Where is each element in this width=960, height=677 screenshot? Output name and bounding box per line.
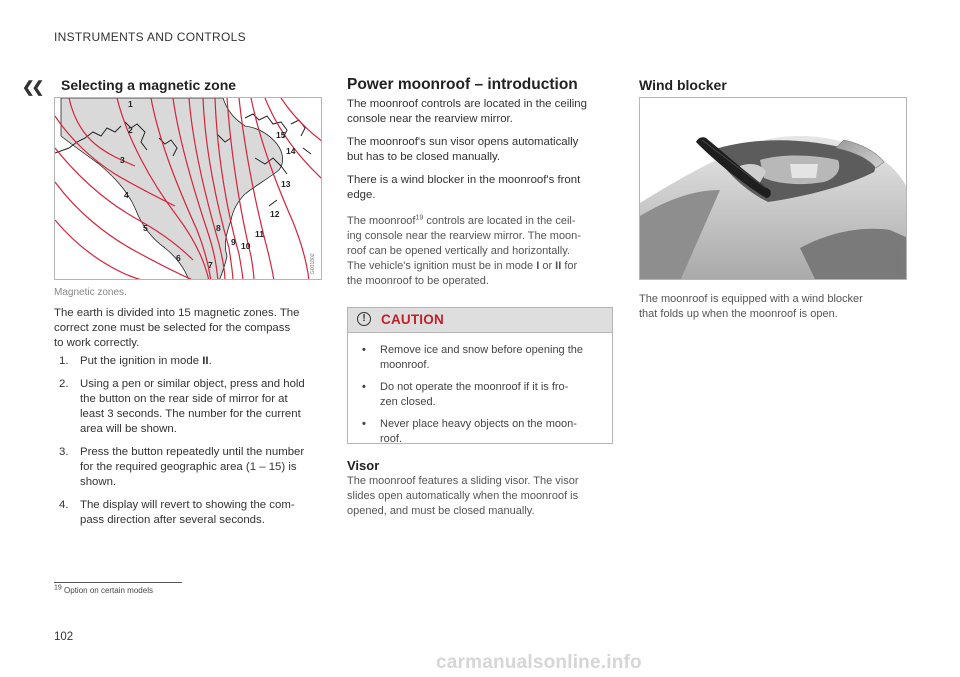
figure-caption: Magnetic zones. [54, 287, 127, 298]
zone-label: 10 [241, 241, 251, 251]
figure-code: G031802 [310, 253, 316, 274]
intro-paragraph: The earth is divided into 15 magnetic zones. The correct zone must be selected for the compass to work correctly. [54, 307, 300, 349]
magnetic-zones-map [54, 97, 322, 280]
wind-blocker-paragraph: The moonroof is equipped with a wind blocker that folds up when the moonroof is open. [639, 293, 863, 320]
zone-label: 1 [128, 99, 133, 109]
zone-label: 7 [208, 260, 213, 270]
footnote-divider [54, 582, 182, 583]
page-number: 102 [54, 631, 74, 643]
caution-item: • Never place heavy objects on the moon- roof. [362, 418, 577, 445]
moonroof-para-1: The moonroof controls are located in the ceiling console near the rearview mirror. [347, 98, 587, 125]
footnote-text: Option on certain models [64, 586, 153, 595]
zone-label: 4 [124, 190, 129, 200]
watermark: carmanualsonline.info [436, 652, 642, 673]
footnote [54, 586, 153, 595]
heading-moonroof-intro: Power moonroof – introduction [347, 76, 578, 93]
footnote-number: 19 [54, 584, 62, 592]
exclamation-circle-icon: ! [357, 312, 371, 326]
caution-box [347, 307, 613, 444]
double-chevron-left-icon[interactable]: ❮❮ [22, 79, 42, 96]
zone-label: 15 [276, 130, 286, 140]
heading-wind-blocker: Wind blocker [639, 77, 727, 93]
caution-item: • Do not operate the moonroof if it is fro- zen closed. [362, 381, 569, 408]
section-header: INSTRUMENTS AND CONTROLS [54, 30, 246, 44]
figure-code: G034073 [896, 253, 902, 274]
caution-title: CAUTION [381, 312, 444, 327]
zone-label: 12 [270, 209, 280, 219]
visor-paragraph: The moonroof features a sliding visor. The visor slides open automatically when the moonroof is opened, and must be closed manually. [347, 475, 579, 517]
zone-label: 9 [231, 237, 236, 247]
zone-label: 11 [255, 229, 264, 239]
zone-label: 3 [120, 155, 125, 165]
caution-header [348, 308, 612, 333]
zone-label: 8 [216, 223, 221, 233]
heading-visor: Visor [347, 458, 380, 473]
moonroof-para-2: The moonroof's sun visor opens automatically but has to be closed manually. [347, 136, 579, 163]
zone-label: 6 [176, 253, 181, 263]
step-item: 3. Press the button repeatedly until the number for the required geographic area (1 – 15) is shown. [59, 446, 305, 488]
steps-list [54, 354, 322, 536]
zone-label: 2 [128, 125, 133, 135]
heading-magnetic-zone: Selecting a magnetic zone [61, 77, 237, 93]
step-item: 2. Using a pen or similar object, press and hold the button on the rear side of mirror for at least 3 seconds. The number for the current area will be shown. [59, 378, 305, 435]
zone-label: 5 [143, 223, 148, 233]
wind-blocker-illustration [639, 97, 907, 280]
step-item: 4. The display will revert to showing the com- pass direction after several seconds. [59, 499, 295, 526]
caution-item: • Remove ice and snow before opening the moonroof. [362, 344, 584, 371]
footnote-ref[interactable]: 19 [415, 214, 424, 222]
zone-label: 14 [286, 146, 296, 156]
caution-list [348, 333, 612, 447]
moonroof-para-4: The moonroof$^{19}$ controls are located in the ceil- ing console near the rearview mirror. The moon- roof can be opened vertically and horizontally. The vehicle's ignition must be in mode I or II for the moonroof to be operated. [347, 214, 581, 287]
moonroof-para-3: There is a wind blocker in the moonroof's front edge. [347, 174, 581, 201]
zone-label: 13 [281, 179, 291, 189]
step-item: 1. Put the ignition in mode II. [59, 355, 212, 367]
